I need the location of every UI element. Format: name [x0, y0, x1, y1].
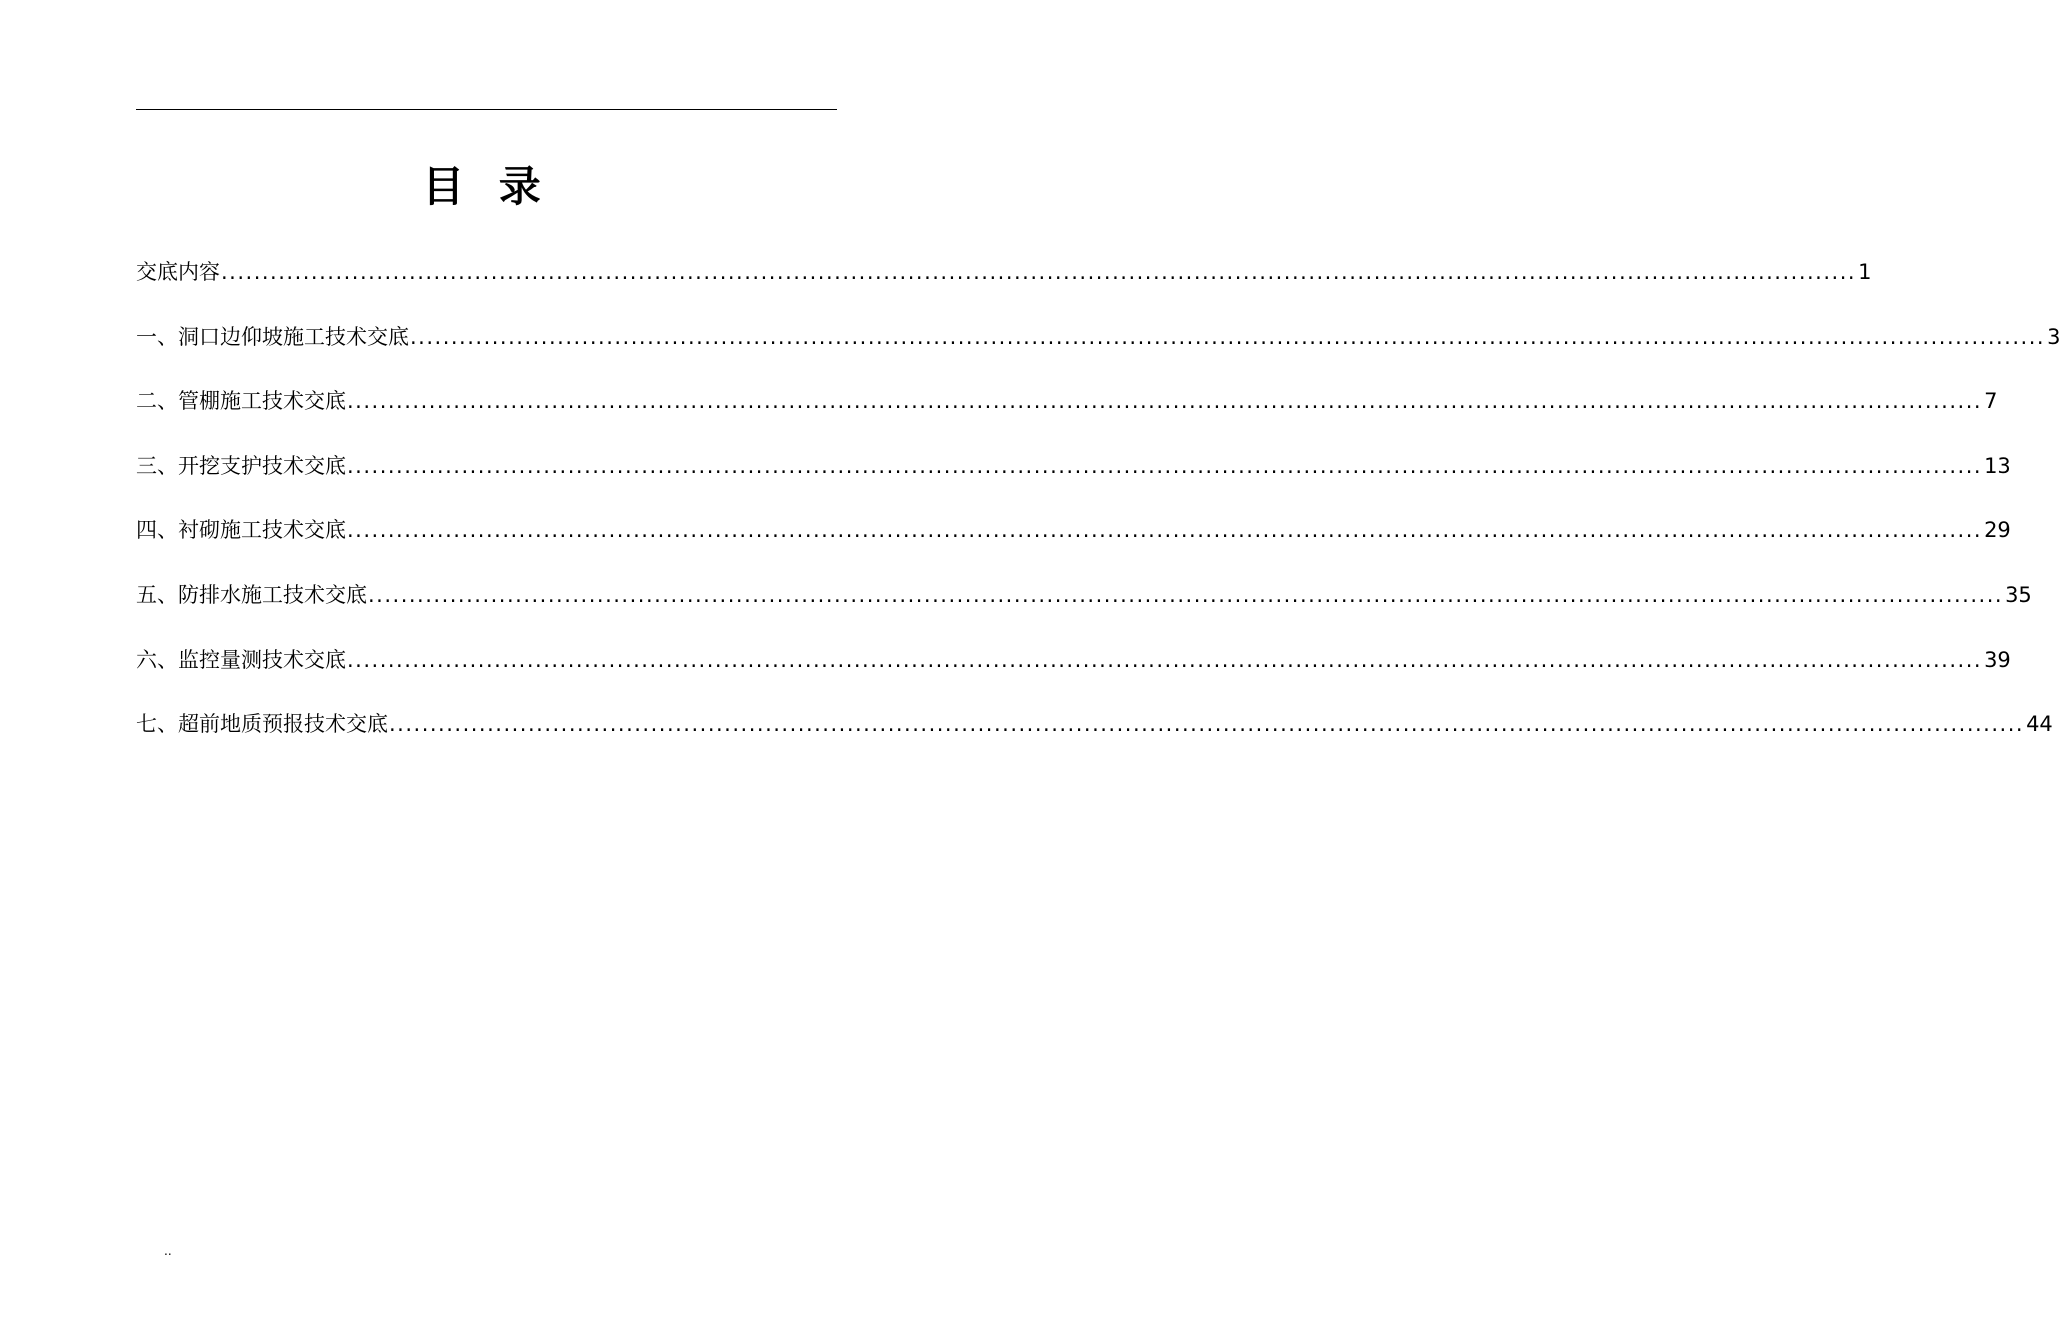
page-title: 目 录: [422, 162, 551, 211]
toc-entry-page: 29: [1984, 518, 2011, 543]
footer-mark: ..: [164, 1244, 172, 1258]
toc-entry[interactable]: [136, 317, 2060, 382]
toc-entry[interactable]: [136, 252, 1872, 317]
toc-entry[interactable]: [136, 704, 2053, 769]
header-rule: [136, 109, 837, 110]
toc-entry-page: 13: [1984, 453, 2011, 478]
toc-leader-dots: ........................................................................................................................................................................................................: [389, 712, 2025, 737]
toc-entry[interactable]: [136, 381, 1998, 446]
toc-entry-label: 五、防排水施工技术交底: [136, 582, 367, 607]
toc-entry-label: 六、监控量测技术交底: [136, 647, 346, 672]
toc-leader-dots: ........................................................................................................................................................................................................: [347, 453, 1983, 478]
toc-entry-label: 一、洞口边仰坡施工技术交底: [136, 324, 409, 349]
toc-entry-label: 二、管棚施工技术交底: [136, 389, 346, 414]
toc-entry[interactable]: [136, 575, 2032, 640]
toc-entry-page: 39: [1984, 647, 2011, 672]
toc-entry-label: 三、开挖支护技术交底: [136, 453, 346, 478]
toc-entry-page: 1: [1858, 260, 1872, 284]
toc-entry-label: 四、衬砌施工技术交底: [136, 518, 346, 543]
table-of-contents: [136, 252, 2060, 769]
toc-entry-label: 交底内容: [136, 260, 220, 284]
toc-leader-dots: ........................................................................................................................................................................................................: [368, 582, 2004, 607]
toc-entry[interactable]: [136, 446, 2011, 511]
toc-leader-dots: ........................................................................................................................................................................................................: [347, 647, 1983, 672]
toc-entry-page: 7: [1984, 389, 1998, 414]
toc-entry[interactable]: [136, 640, 2011, 705]
toc-entry-label: 七、超前地质预报技术交底: [136, 712, 388, 737]
toc-entry-page: 44: [2026, 712, 2053, 737]
toc-leader-dots: ........................................................................................................................................................................................................: [221, 260, 1857, 284]
toc-leader-dots: ........................................................................................................................................................................................................: [347, 518, 1983, 543]
toc-entry[interactable]: [136, 510, 2011, 575]
toc-entry-page: 3: [2047, 324, 2060, 349]
toc-entry-page: 35: [2005, 582, 2032, 607]
toc-leader-dots: ........................................................................................................................................................................................................: [347, 389, 1983, 414]
toc-leader-dots: ........................................................................................................................................................................................................: [410, 324, 2046, 349]
